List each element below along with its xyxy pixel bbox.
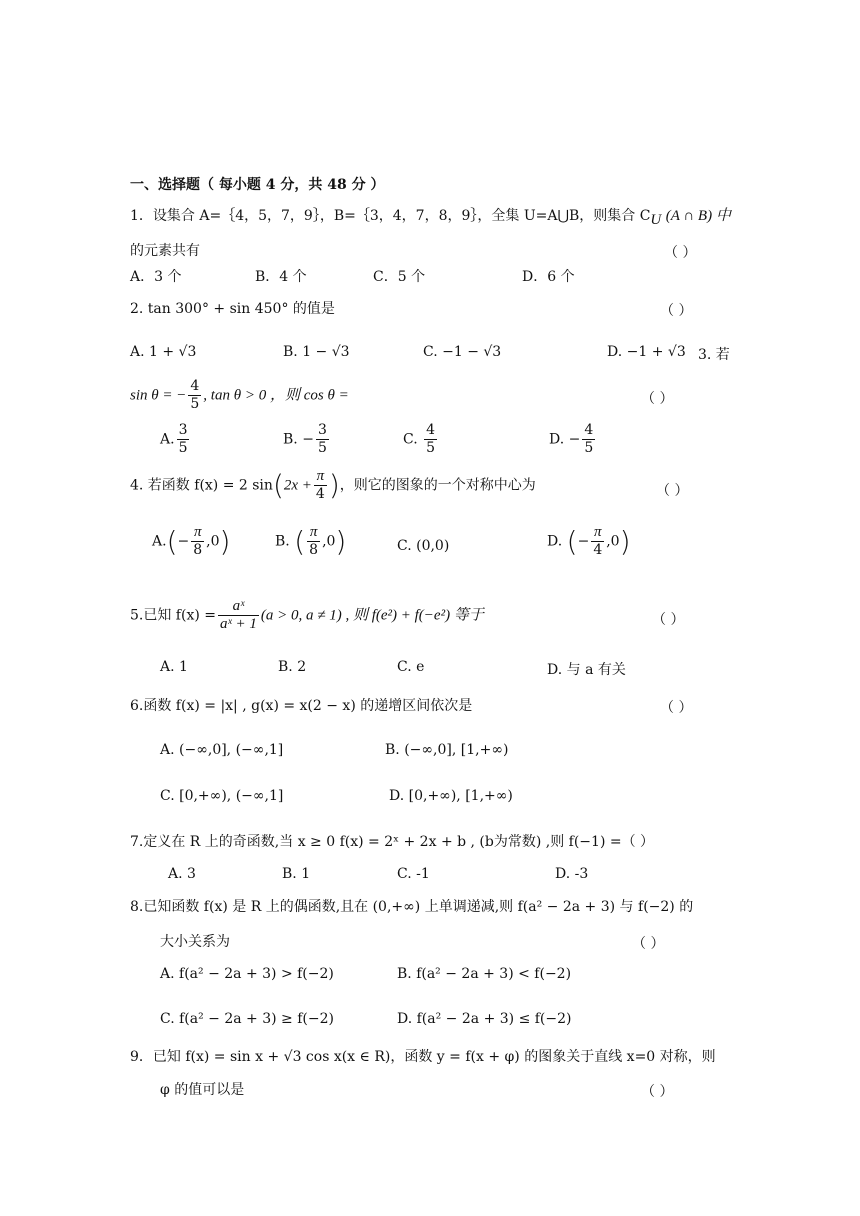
answer-paren-4: （ ） xyxy=(656,483,689,499)
q4-option-a: A.(− $\frac{\pi}{8}$ ,0) xyxy=(152,524,231,558)
q8-option-b: B. f(a² − 2a + 3) < f(−2) xyxy=(397,966,572,982)
q2-option-b: B. 1 − √3 xyxy=(283,344,350,360)
q6-option-b: B. (−∞,0], [1,+∞) xyxy=(385,742,509,758)
q1-line1: 1．设集合 A=｛4，5，7，9｝，B=｛3，4，7，8，9｝，全集 U=A⋃B，则集合 C xyxy=(130,208,651,224)
question-6-stem: 6.函数 f(x) = |x| , g(x) = x(2 − x) 的递增区间依次是 xyxy=(130,698,473,714)
answer-paren-5: （ ） xyxy=(652,612,685,628)
q3-option-c: C. $\frac{4}{5}$ xyxy=(403,422,436,456)
answer-paren-3: （ ） xyxy=(641,391,674,407)
question-7-stem: 7.定义在 R 上的奇函数,当 x ≥ 0 f(x) = 2ˣ + 2x + b , (b为常数) ,则 f(−1) =（ ） xyxy=(130,834,655,850)
q3-stem-pre: sin θ = − xyxy=(130,387,187,404)
answer-paren-2: （ ） xyxy=(660,303,693,319)
q6-option-a: A. (−∞,0], (−∞,1] xyxy=(160,742,284,758)
q7-option-c: C. -1 xyxy=(397,866,430,882)
q6-option-d: D. [0,+∞), [1,+∞) xyxy=(389,788,513,804)
question-3-stem xyxy=(130,378,349,413)
q1-sub: U xyxy=(650,211,662,228)
q1-option-c: C．5 个 xyxy=(373,269,426,285)
question-1-stem xyxy=(130,207,731,229)
question-4-stem: 4. 若函数 f(x) = 2 sin(2x + $\frac{\pi}{4}$ )，则它的图象的一个对称中心为 xyxy=(130,468,536,502)
q2-option-d: D. −1 + √3 xyxy=(607,344,686,360)
q6-option-c: C. [0,+∞), (−∞,1] xyxy=(160,788,284,804)
q1-option-a: A．3 个 xyxy=(130,269,182,285)
q1-tail: (A ∩ B) 中 xyxy=(665,208,731,224)
q8-option-a: A. f(a² − 2a + 3) > f(−2) xyxy=(160,966,334,982)
q1-option-b: B．4 个 xyxy=(255,269,307,285)
question-9-line2: φ 的值可以是 xyxy=(160,1082,245,1098)
q7-option-d: D. -3 xyxy=(555,866,589,882)
section-title: 一、选择题（ 每小题 4 分，共 48 分 ） xyxy=(130,177,385,193)
q4-option-c: C. (0,0) xyxy=(397,538,450,554)
question-9-line1: 9．已知 f(x) = sin x + √3 cos x(x ∈ R)，函数 y = f(x + φ) 的图象关于直线 x=0 对称，则 xyxy=(130,1049,716,1065)
q3-option-d: D. − $\frac{4}{5}$ xyxy=(549,422,594,456)
q7-option-a: A. 3 xyxy=(168,866,196,882)
q4-option-d: D. (− $\frac{\pi}{4}$ ,0) xyxy=(547,524,631,558)
q2-option-c: C. −1 − √3 xyxy=(423,344,502,360)
q5-option-b: B. 2 xyxy=(278,659,307,675)
question-8-line2: 大小关系为 xyxy=(160,934,230,950)
q3-fraction: $\frac{4}{5}$ xyxy=(190,378,200,412)
question-2-stem: 2. tan 300° + sin 450° 的值是 xyxy=(130,301,335,317)
answer-paren-9: （ ） xyxy=(641,1084,674,1100)
q1-option-d: D．6 个 xyxy=(522,269,575,285)
q5-option-d: D. 与 a 有关 xyxy=(547,662,626,678)
q3-option-b: B. − $\frac{3}{5}$ xyxy=(283,422,327,456)
q8-option-c: C. f(a² − 2a + 3) ≥ f(−2) xyxy=(160,1011,334,1027)
q5-option-a: A. 1 xyxy=(160,659,188,675)
q4-option-b: B. ( $\frac{\pi}{8}$ ,0) xyxy=(275,524,347,558)
q3-option-a: A. $\frac{3}{5}$ xyxy=(160,422,188,456)
question-5-stem: 5.已知 f(x) = $\frac{\text{aˣ}}{\text{aˣ + 1}}$ (a > 0, a ≠ 1) , 则 f(e²) + f(−e²) 等于 xyxy=(130,598,484,632)
q3-number: 3. 若 xyxy=(698,347,730,363)
answer-paren-8: （ ） xyxy=(632,936,665,952)
q8-option-d: D. f(a² − 2a + 3) ≤ f(−2) xyxy=(397,1011,572,1027)
answer-paren-6: （ ） xyxy=(660,700,693,716)
q7-option-b: B. 1 xyxy=(282,866,311,882)
answer-paren-1: （ ） xyxy=(664,245,697,261)
q2-option-a: A. 1 + √3 xyxy=(130,344,197,360)
question-1-line2: 的元素共有 xyxy=(130,243,200,259)
q3-stem-post: , tan θ > 0 ，则 cos θ = xyxy=(203,387,349,404)
q5-option-c: C. e xyxy=(397,659,425,675)
question-8-line1: 8.已知函数 f(x) 是 R 上的偶函数,且在 (0,+∞) 上单调递减,则 f(a² − 2a + 3) 与 f(−2) 的 xyxy=(130,899,694,915)
